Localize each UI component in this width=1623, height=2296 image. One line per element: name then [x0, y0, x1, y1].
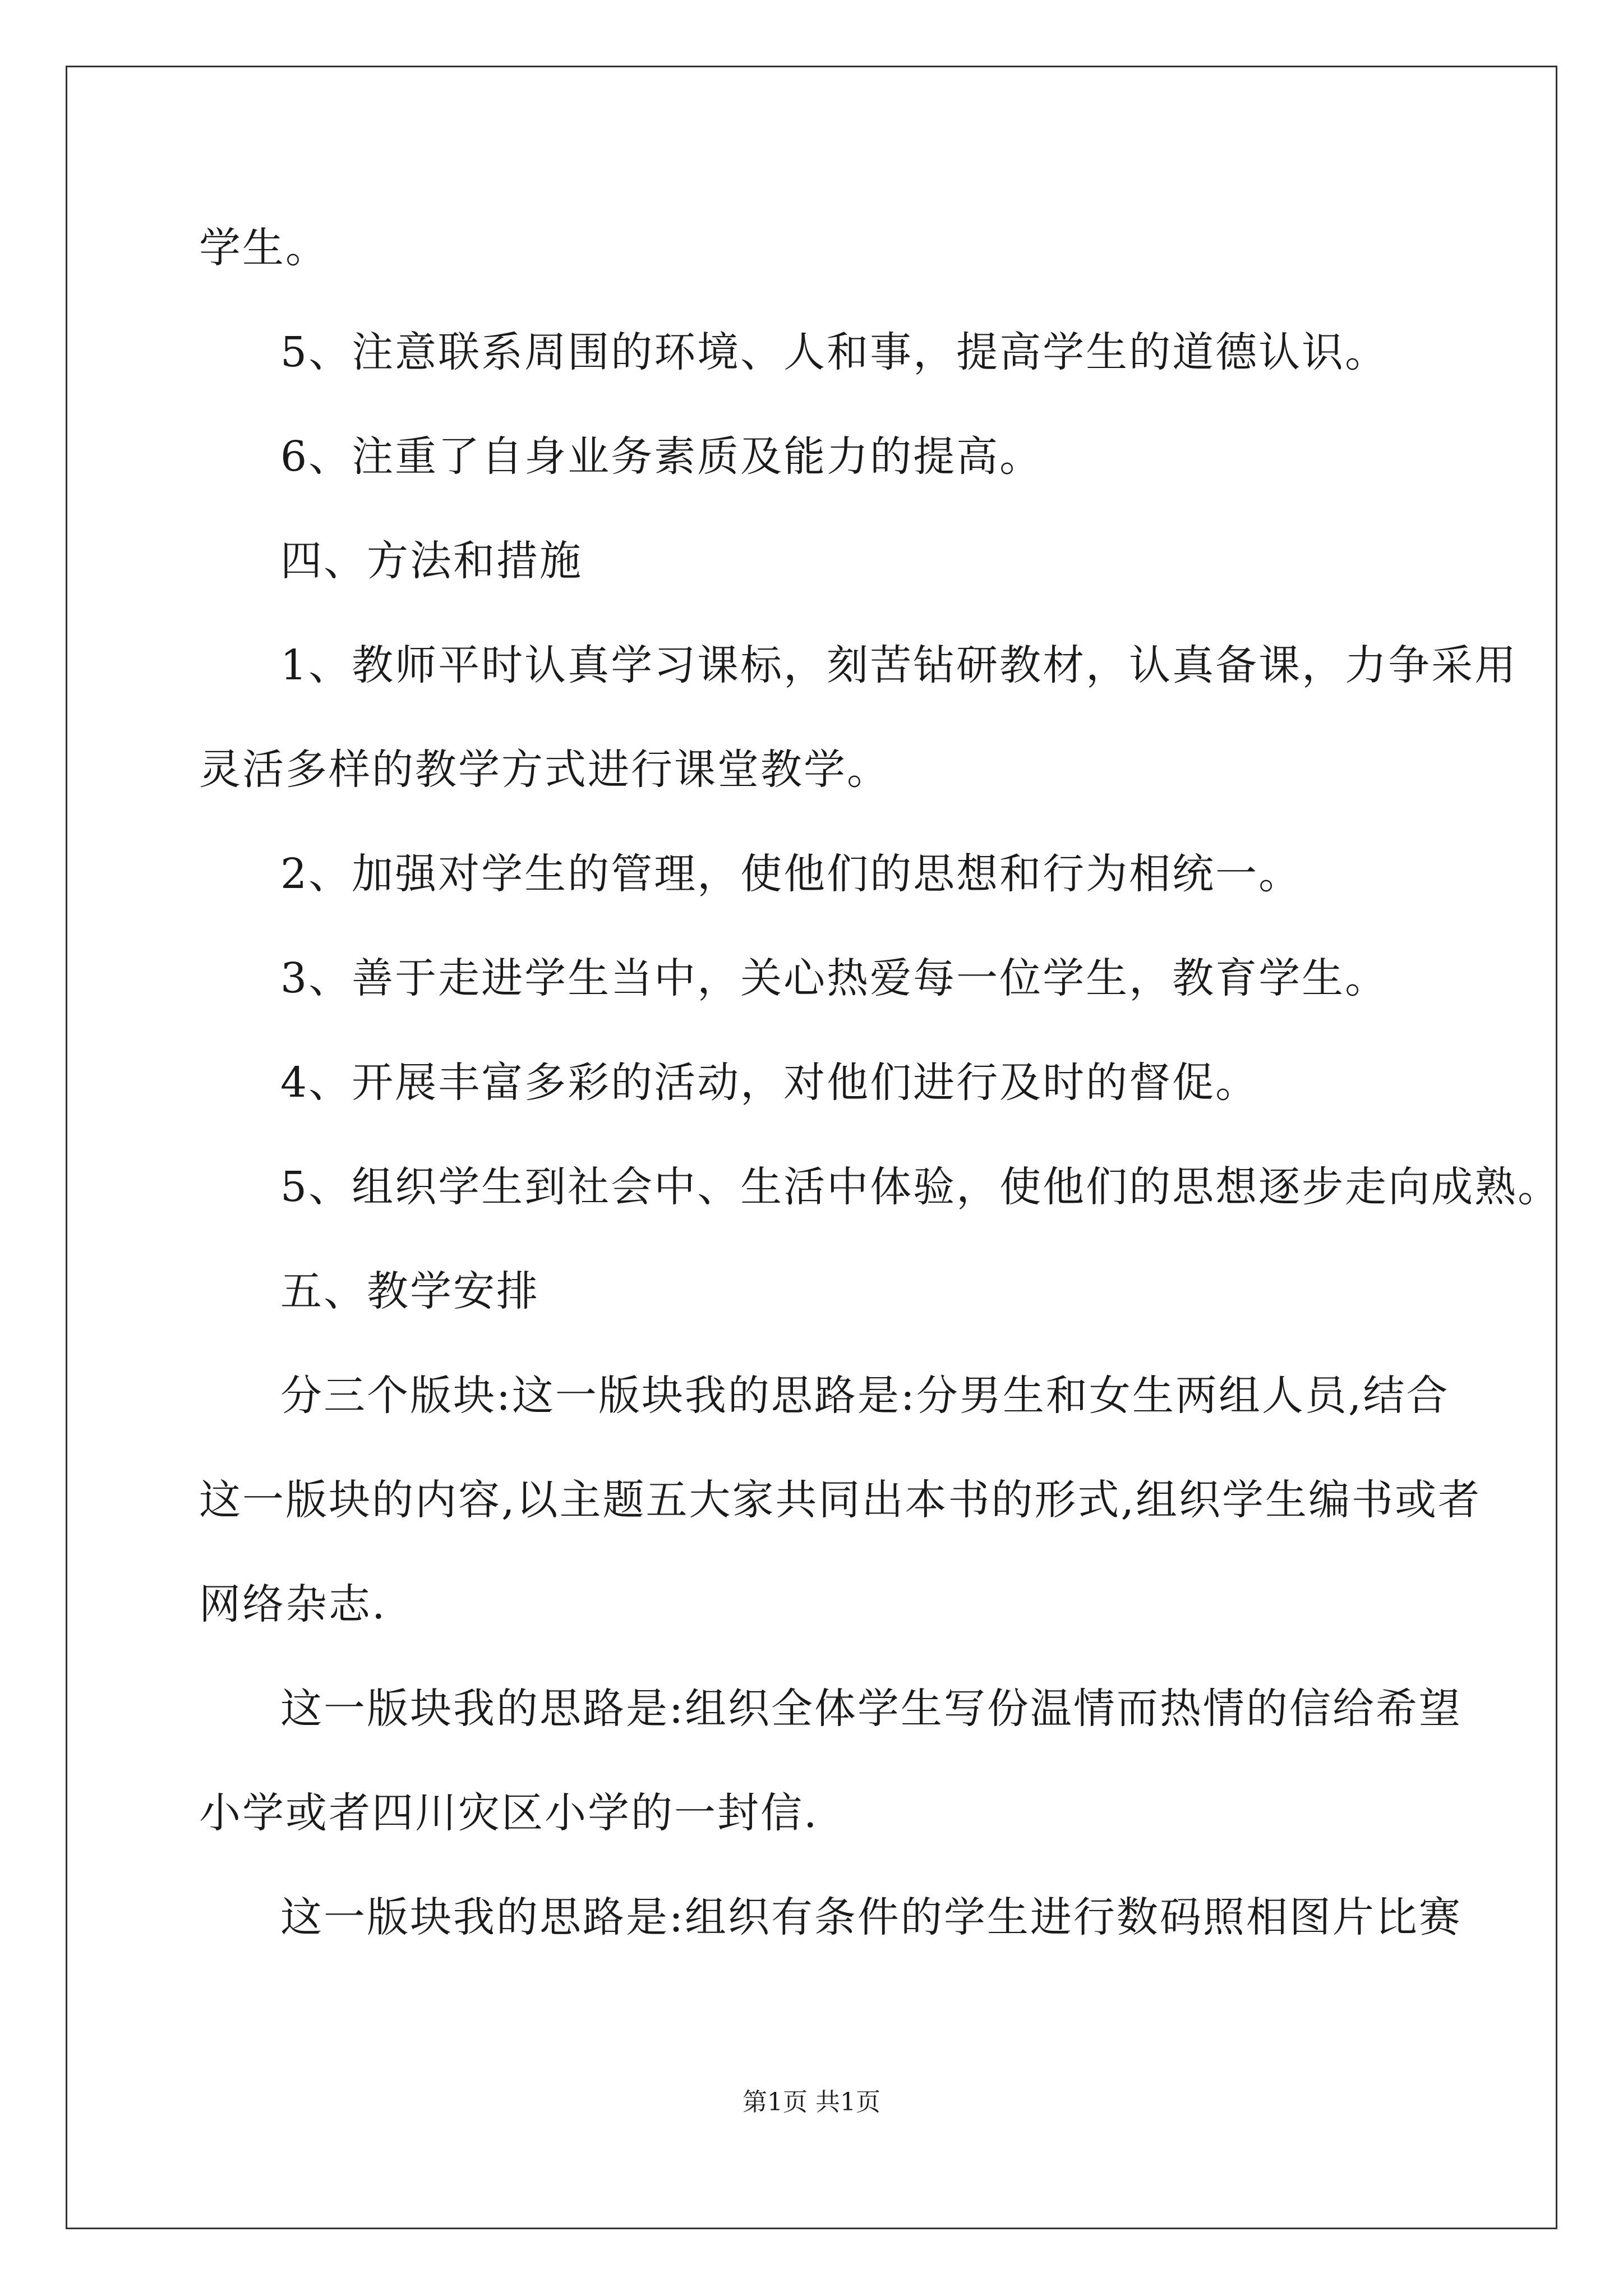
text-line: 分三个版块:这一版块我的思路是:分男生和女生两组人员,结合	[280, 1372, 1450, 1420]
text-line: 1、教师平时认真学习课标，刻苦钻研教材，认真备课，力争采用	[280, 641, 1518, 689]
text-line: 4、开展丰富多彩的活动，对他们进行及时的督促。	[280, 1059, 1259, 1107]
section-heading: 五、教学安排	[280, 1267, 540, 1315]
text-line: 2、加强对学生的管理，使他们的思想和行为相统一。	[280, 850, 1302, 898]
text-line: 小学或者四川灾区小学的一封信.	[199, 1789, 819, 1837]
text-line: 5、组织学生到社会中、生活中体验，使他们的思想逐步走向成熟。	[280, 1163, 1561, 1211]
text-line: 网络杂志.	[199, 1580, 387, 1628]
section-heading: 四、方法和措施	[280, 537, 583, 585]
text-line: 这一版块我的思路是:组织有条件的学生进行数码照相图片比赛	[280, 1893, 1462, 1941]
text-line: 这一版块我的思路是:组织全体学生写份温情而热情的信给希望	[280, 1685, 1462, 1733]
text-line: 5、注意联系周围的环境、人和事，提高学生的道德认识。	[280, 328, 1389, 376]
text-line: 学生。	[199, 224, 329, 272]
page-footer: 第1页 共1页	[743, 2088, 880, 2116]
text-line: 6、注重了自身业务素质及能力的提高。	[280, 432, 1043, 481]
text-line: 灵活多样的教学方式进行课堂教学。	[199, 746, 890, 794]
text-line: 这一版块的内容,以主题五大家共同出本书的形式,组织学生编书或者	[199, 1476, 1482, 1524]
text-line: 3、善于走进学生当中，关心热爱每一位学生，教育学生。	[280, 954, 1389, 1002]
